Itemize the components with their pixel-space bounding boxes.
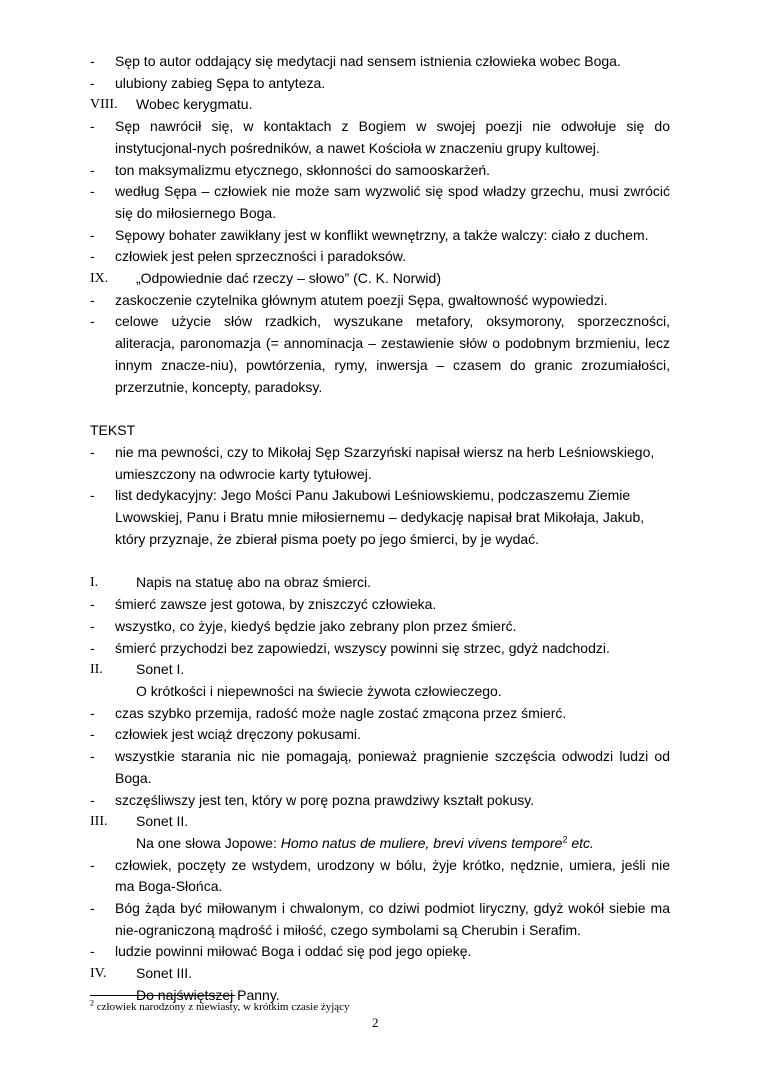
bullet-dash: - (90, 161, 95, 178)
list-item (90, 485, 670, 550)
list-item (90, 790, 670, 812)
section-heading-tekst: TEKST (90, 422, 136, 439)
bullet-dash: - (90, 900, 95, 917)
bullet-dash: - (90, 617, 95, 634)
bullet-dash: - (90, 183, 95, 200)
list-item (90, 181, 670, 224)
section-heading-ii (90, 659, 670, 681)
list-item (90, 703, 670, 725)
footnote-marker: 2 (90, 998, 94, 1008)
list-item-text: zaskoczenie czytelnika głównym atutem poezji Sępa, gwałtowność wypowiedzi. (115, 291, 608, 308)
bullet-dash: - (90, 226, 95, 243)
list-item (90, 442, 670, 485)
spacer (90, 550, 670, 572)
bullet-dash: - (90, 704, 95, 721)
list-item-text: według Sępa – człowiek nie może sam wyzwolić się spod władzy grzechu, musi zwrócić się do miłosiernego Boga. (115, 183, 670, 221)
list-item (90, 116, 670, 159)
bullet-dash: - (90, 726, 95, 743)
list-item (90, 73, 670, 95)
bullet-dash: - (90, 748, 95, 765)
bullet-dash: - (90, 118, 95, 135)
page-content (90, 51, 670, 1007)
section-subtitle (90, 833, 670, 855)
section-number: III. (90, 814, 108, 830)
section-subtitle: Do najświętszej Panny. (136, 986, 280, 1003)
section-heading-i (90, 572, 670, 594)
list-item-text: Bóg żąda być miłowanym i chwalonym, co dziwi podmiot liryczny, gdyż wokół siebie ma nie-ograniczoną mądrość i miłość, czego symbolami są Cherubin i Serafim. (115, 900, 670, 938)
list-item-text: czas szybko przemija, radość może nagle zostać zmącona przez śmierć. (115, 704, 567, 721)
bullet-dash: - (90, 53, 95, 69)
footnote-reference: 2 (562, 834, 568, 845)
section-number: II. (90, 662, 103, 678)
section-title: Sonet III. (136, 965, 193, 982)
list-item (90, 724, 670, 746)
list-item-text: wszystko, co żyje, kiedyś będzie jako zebrany plon przez śmierć. (115, 617, 517, 634)
section-title: Napis na statuę abo na obraz śmierci. (136, 574, 372, 591)
list-item (90, 616, 670, 638)
bullet-dash: - (90, 313, 95, 330)
bullet-dash: - (90, 943, 95, 960)
section-title: Sonet II. (136, 813, 189, 830)
list-item (90, 311, 670, 398)
list-item (90, 898, 670, 941)
subtitle-latin-quote: Homo natus de muliere, brevi vivens tempore (280, 834, 563, 851)
bullet-dash: - (90, 443, 95, 460)
bullet-dash: - (90, 791, 95, 808)
list-item (90, 290, 670, 312)
list-item-text: Sęp nawrócił się, w kontaktach z Bogiem w swojej poezji nie odwołuje się do instytucjonal-nych pośredników, a nawet Kościoła w znaczeniu grupy kultowej. (115, 118, 670, 156)
list-item-text: ludzie powinni miłować Boga i oddać się pod jego opiekę. (115, 943, 472, 960)
list-item-text: człowiek jest wciąż dręczony pokusami. (115, 726, 361, 743)
bullet-dash: - (90, 487, 95, 504)
footnote (90, 1000, 350, 1014)
section-heading-iii (90, 811, 670, 833)
list-item-text: ton maksymalizmu etycznego, skłonności do samooskarżeń. (115, 161, 491, 178)
footnote-separator (90, 995, 235, 996)
list-item-text: człowiek jest pełen sprzeczności i paradoksów. (115, 248, 407, 265)
section-title: Sonet I. (136, 661, 185, 678)
section-subtitle: O krótkości i niepewności na świecie żywota człowieczego. (136, 682, 502, 699)
bullet-dash: - (90, 596, 95, 613)
list-item-text: Sępowy bohater zawikłany jest w konflikt wewnętrzny, a także walczy: ciało z duchem. (115, 226, 649, 243)
list-item-text: śmierć przychodzi bez zapowiedzi, wszyscy powinni się strzec, gdyż nadchodzi. (115, 639, 610, 656)
footnote-text: człowiek narodzony z niewiasty, w krótkim czasie żyjący (94, 1001, 350, 1013)
list-item-text: szczęśliwszy jest ten, który w porę pozna prawdziwy kształt pokusy. (115, 791, 535, 808)
bullet-dash: - (90, 856, 95, 873)
list-item (90, 160, 670, 182)
section-number: I. (90, 575, 99, 591)
list-item (90, 855, 670, 898)
list-item-text: wszystkie starania nic nie pomagają, ponieważ pragnienie szczęścia odwodzi ludzi od Boga. (115, 748, 670, 786)
list-item-text: ulubiony zabieg Sępa to antyteza. (115, 74, 326, 91)
page-number: 2 (372, 1015, 379, 1030)
section-title: Wobec kerygmatu. (136, 96, 253, 113)
bullet-dash: - (90, 74, 95, 91)
section-heading-viii (90, 94, 670, 116)
bullet-dash: - (90, 291, 95, 308)
list-item (90, 246, 670, 268)
list-item-text: śmierć zawsze jest gotowa, by zniszczyć człowieka. (115, 596, 437, 613)
list-item (90, 941, 670, 963)
section-number: IX. (90, 271, 109, 287)
spacer (90, 398, 670, 420)
section-title: „Odpowiednie dać rzeczy – słowo” (C. K. Norwid) (136, 270, 441, 287)
list-item-text: Sęp to autor oddający się medytacji nad sensem istnienia człowieka wobec Boga. (115, 53, 621, 69)
list-item-text: człowiek, poczęty ze wstydem, urodzony w bólu, żyje krótko, nędznie, umiera, jeśli nie ma Boga-Słońca. (115, 856, 670, 895)
list-item-text: list dedykacyjny: Jego Mości Panu Jakubowi Leśniowskiemu, podczaszemu Ziemie Lwowskiej, Panu i Bratu mnie miłosiernemu – dedykację napisał brat Mikołaja, Jakub, który przyznaje, że zbierał pisma poety po jego śmierci, by je wydać. (115, 487, 645, 547)
list-item-text: nie ma pewności, czy to Mikołaj Sęp Szarzyński napisał wiersz na herb Leśniowskiego, umieszczony na odwrocie karty tytułowej. (115, 443, 655, 482)
list-item-text: celowe użycie słów rzadkich, wyszukane metafory, oksymorony, sporzeczności, aliteracja, paronomazja (= annominacja – zestawienie słów o podobnym brzmieniu, lecz innym znacze-niu), powtórzenia, rymy, inwersja – czasem do granic zrozumiałości, przerzutnie, koncepty, paradoksy. (115, 313, 670, 395)
list-item (90, 51, 670, 73)
list-item (90, 594, 670, 616)
subtitle-text: Na one słowa Jopowe: (136, 834, 281, 851)
section-number: VIII. (90, 97, 118, 113)
list-item (90, 746, 670, 789)
section-number: IV. (90, 966, 107, 982)
section-heading-ix (90, 268, 670, 290)
bullet-dash: - (90, 248, 95, 265)
subtitle-etc: etc. (567, 834, 594, 851)
section-heading-iv (90, 963, 670, 985)
bullet-dash: - (90, 639, 95, 656)
list-item (90, 225, 670, 247)
list-item (90, 638, 670, 660)
